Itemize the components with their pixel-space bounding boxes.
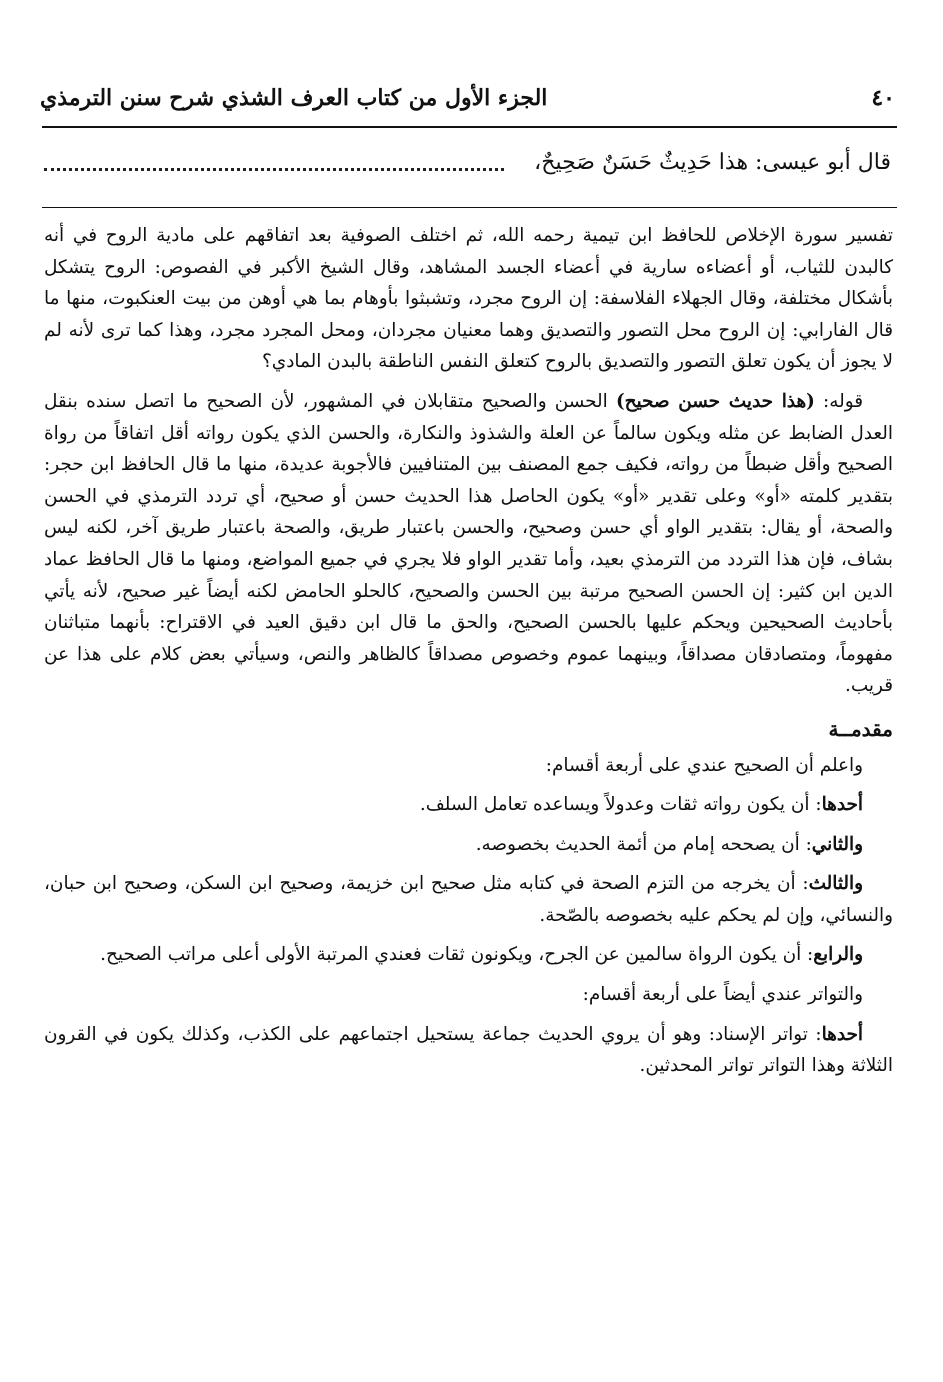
item-text: : تواتر الإسناد: وهو أن يروي الحديث جماعة يستحيل اجتماعهم على الكذب، وكذلك يكون في القرون الثلاثة وهذا التواتر تواتر المحدثين. xyxy=(44,1023,893,1077)
paragraph-hasan-sahih xyxy=(44,386,893,702)
item-label: والرابع xyxy=(813,944,863,966)
hadith-text-line xyxy=(44,142,891,182)
para-lead: قوله: xyxy=(814,390,863,412)
item-text: : أن يكون رواته ثقات وعدولاً ويساعده تعامل السلف. xyxy=(419,794,822,816)
section-divider xyxy=(42,207,897,208)
running-header xyxy=(40,78,895,118)
book-title: الجزء الأول من كتاب العرف الشذي شرح سنن الترمذي xyxy=(40,85,548,111)
item-text: : أن يصححه إمام من أئمة الحديث بخصوصه. xyxy=(475,833,812,855)
item-label: أحدها xyxy=(821,1023,863,1045)
item-label: والثالث xyxy=(808,873,863,895)
para-rest: الحسن والصحيح متقابلان في المشهور، لأن الصحيح ما اتصل سنده بنقل العدل الضابط عن مثله ويكون سالماً عن العلة والشذوذ والنكارة، والحسن الذي يكون رواته أقل اتفاقاً من رواة الصحيح وأقل ضبطاً من رواته، فكيف جمع المصنف بين المتنافيين فالأجوبة عديدة، منها ما قال الحافظ ابن حجر: بتقدير كلمته «أو» وعلى تقدير «أو» يكون الحاصل هذا الحديث حسن أو صحيح، أي تردد الترمذي في الحسن والصحة، أو يقال: بتقدير الواو أي حسن وصحيح، والحسن باعتبار طريق، والصحة باعتبار طريق آخر، لكنه ليس بشاف، فإن هذا التردد من الترمذي بعيد، وأما تقدير الواو فلا يجري في جميع المواضع، ومنها ما قال الحافظ عماد الدين ابن كثير: إن الحسن الصحيح مرتبة بين الحسن والصحيح، كالحلو الحامض لكنه أيضاً غير صحيح، لأنه يأتي بأحاديث الصحيحين ويحكم عليها بالحسن الصحيح، والحق ما قال ابن دقيق العيد في الاقتراح: بأنهما متباثنان مفهوماً، ومتصادقان مصداقاً، وبينهما عموم وخصوص مصداقاً كالظاهر والنص، وسيأتي بعض كلام على هذا عن قريب. xyxy=(44,390,893,697)
commentary-body xyxy=(44,220,893,1082)
tawatur-intro: والتواتر عندي أيضاً على أربعة أقسام: xyxy=(582,984,863,1006)
intro-line: واعلم أن الصحيح عندي على أربعة أقسام: xyxy=(545,754,863,776)
dotted-leader xyxy=(44,154,504,171)
item-label: والثاني xyxy=(811,833,863,855)
item-label: أحدها xyxy=(821,794,863,816)
hadith-text: قال أبو عيسى: هذا حَدِيثٌ حَسَنٌ صَحِيحٌ، xyxy=(534,149,891,175)
list-item xyxy=(44,789,893,821)
list-item xyxy=(44,829,893,861)
header-divider xyxy=(42,126,897,128)
page-number: ٤٠ xyxy=(871,85,895,111)
list-item xyxy=(44,1019,893,1082)
paragraph-ruh: تفسير سورة الإخلاص للحافظ ابن تيمية رحمه الله، ثم اختلف الصوفية بعد اتفاقهم على مادية الروح في أنه كالبدن للثياب، أو أعضاءه سارية في أعضاء الجسد المشاهد، وقال الشيخ الأكبر في الفصوص: الروح يتشكل بأشكال مختلفة، وقال الجهلاء الفلاسفة: إن الروح مجرد، وتشبثوا بأوهام بما هي أوهن من بيت العنكبوت، منها ما قال الفارابي: إن الروح محل التصور والتصديق وهما معنيان مجردان، ومحل المجرد مجرد، وهذا كما ترى لأنه لم لا يجوز أن يكون تعلق التصور والتصديق بالروح كتعلق النفس الناطقة بالبدن المادي؟ xyxy=(44,225,893,373)
list-item xyxy=(44,939,893,971)
quoted-phrase: (هذا حديث حسن صحيح) xyxy=(615,390,815,412)
item-text: : أن يخرجه من التزم الصحة في كتابه مثل صحيح ابن خزيمة، وصحيح ابن السكن، وصحيح ابن حبان، والنسائي، وإن لم يحكم عليه بخصوصه بالصّحة. xyxy=(44,873,893,926)
section-heading: مقدمــة xyxy=(828,716,893,741)
item-text: : أن يكون الرواة سالمين عن الجرح، ويكونون ثقات فعندي المرتبة الأولى أعلى مراتب الصحيح. xyxy=(100,944,814,966)
list-item xyxy=(44,868,893,931)
